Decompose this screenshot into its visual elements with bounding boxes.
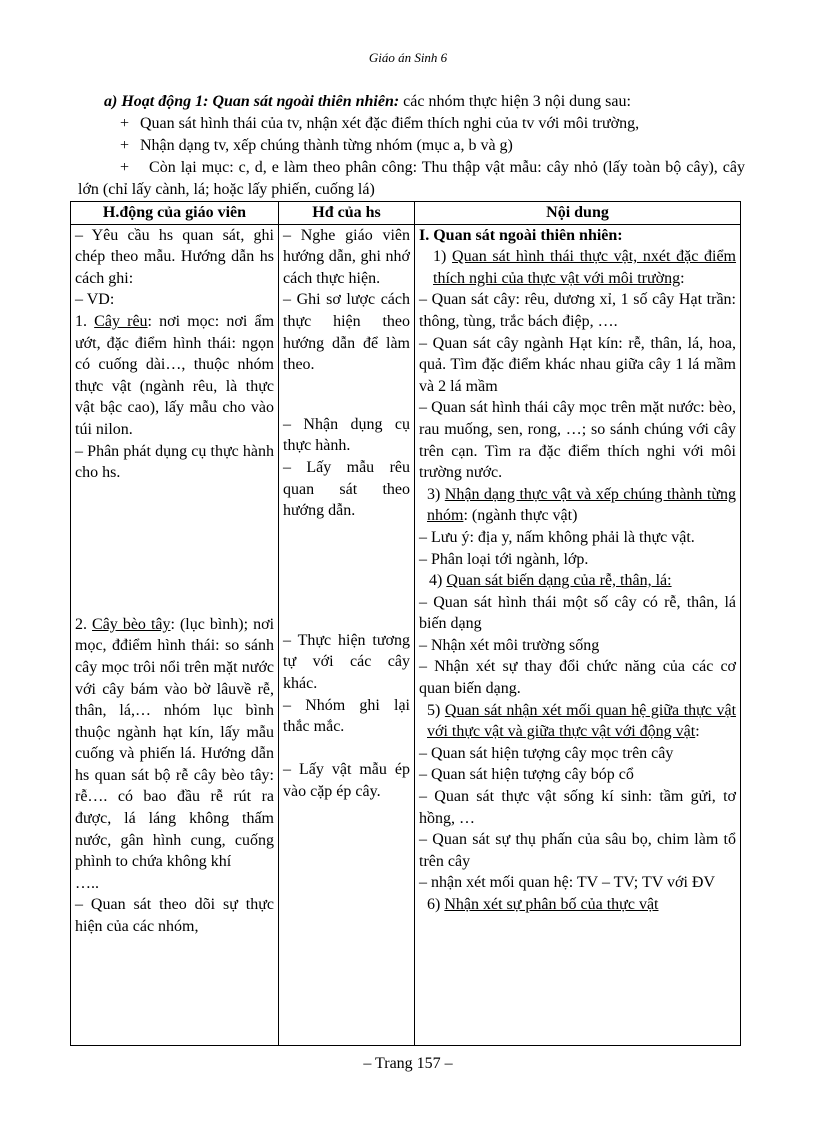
student-text: – Nhận dụng cụ thực hành.	[283, 415, 410, 455]
content-text: – Quan sát hình thái cây mọc trên mặt nước: bèo, rau muống, sen, rong, …; so sánh chúng với cây trên cạn. Tìm ra đặc điểm thích nghi với môi trường nước.	[419, 399, 736, 482]
teacher-text: – Phân phát dụng cụ thực hành cho hs.	[75, 442, 274, 482]
teacher-text: 2. Cây bèo tây: (lục bình); nơi mọc, đđiểm hình thái: so sánh cây mọc trôi nổi trên mặt nước với cây bám vào bờ lâuvề rễ, thân, lá,… nhóm lục bình thuộc ngành hạt kín, lấy mẫu cuống và phiến lá. Hướng dẫn hs quan sát bộ rễ cây bèo tây: rễ…. có bao đầu rễ rút ra được, lá láng không thấm nước, gân hình cung, cuống phình to chứa không khí	[75, 615, 275, 871]
content-text: – Quan sát cây ngành Hạt kín: rễ, thân, lá, hoa, quả. Tìm đặc điểm khác nhau giữa cây 1 lá mầm và 2 lá mầm	[419, 334, 736, 395]
content-text: – Lưu ý: địa y, nấm không phải là thực vật.	[419, 528, 695, 546]
content-text: 6) Nhận xét sự phân bố của thực vật	[427, 896, 659, 913]
student-text: – Nghe giáo viên hướng dẫn, ghi nhớ cách thực hiện.	[283, 226, 410, 287]
content-title: I. Quan sát ngoài thiên nhiên:	[419, 226, 623, 244]
content-cell	[415, 224, 741, 1045]
intro-bullet-text: Quan sát hình thái của tv, nhận xét đặc điểm thích nghi của tv với môi trường,	[140, 115, 640, 132]
content-text: 1) Quan sát hình thái thực vật, nxét đặc điểm thích nghi của thực vật với môi trường:	[433, 248, 737, 287]
intro-bullet-text: Còn lại mục: c, d, e làm theo phân công: Thu thập vật mẫu: cây nhỏ (lấy toàn bộ cây), cây lớn (chỉ lấy cành, lá; hoặc lấy phiến, cuống lá)	[78, 159, 745, 198]
intro-bullet-text: Nhận dạng tv, xếp chúng thành từng nhóm (mục a, b và g)	[140, 137, 513, 154]
activity-label: a) Hoạt động 1: Quan sát ngoài thiên nhiên:	[104, 93, 400, 110]
lesson-table	[70, 201, 741, 1046]
header-teacher: H.động của giáo viên	[71, 202, 279, 225]
content-text: – nhận xét mối quan hệ: TV – TV; TV với ĐV	[419, 874, 715, 892]
teacher-cell	[71, 224, 279, 1045]
teacher-text: – Yêu cầu hs quan sát, ghi chép theo mẫu. Hướng dẫn hs cách ghi:	[75, 226, 274, 287]
page-header: Giáo án Sinh 6	[368, 50, 448, 65]
intro-bullet: + Nhận dạng tv, xếp chúng thành từng nhóm (mục a, b và g)	[78, 135, 745, 157]
content-text: – Quan sát hiện tượng cây mọc trên cây	[419, 744, 674, 762]
page-footer: – Trang 157 –	[363, 1055, 453, 1072]
content-text: – Phân loại tới ngành, lớp.	[419, 550, 589, 568]
intro-bullet: + Còn lại mục: c, d, e làm theo phân công: Thu thập vật mẫu: cây nhỏ (lấy toàn bộ cây), cây lớn (chỉ lấy cành, lá; hoặc lấy phiến, cuống lá)	[78, 159, 745, 198]
activity-line	[78, 91, 745, 113]
content-text: – Quan sát hình thái một số cây có rễ, thân, lá biến dạng	[419, 593, 736, 633]
content-text: – Quan sát thực vật sống kí sinh: tầm gửi, tơ hồng, …	[419, 788, 736, 827]
header-content: Nội dung	[415, 202, 741, 225]
content-text: 5) Quan sát nhận xét mối quan hệ giữa thực vật với thực vật và giữa thực vật với động vật:	[427, 701, 737, 741]
content-text: – Quan sát sự thụ phấn của sâu bọ, chim làm tổ trên cây	[419, 831, 736, 870]
student-text: – Lấy mẫu rêu quan sát theo hướng dẫn.	[283, 458, 410, 520]
student-text: – Thực hiện tương tự với các cây khác.	[283, 631, 410, 692]
student-text: – Nhóm ghi lại thắc mắc.	[283, 696, 410, 736]
student-text: – Ghi sơ lược cách thực hiện theo hướng dẫn để làm theo.	[283, 291, 410, 374]
student-text: – Lấy vật mẫu ép vào cặp ép cây.	[283, 761, 410, 800]
teacher-text: 1. Cây rêu: nơi mọc: nơi ẩm ướt, đặc điểm hình thái: ngọn có cuống dài…, thuộc nhóm thực vật (ngành rêu, là thực vật bậc cao), lấy mẫu cho vào túi nilon.	[75, 312, 275, 438]
content-text: – Quan sát cây: rêu, dương xỉ, 1 số cây Hạt trần: thông, tùng, trắc bách điệp, ….	[419, 291, 736, 330]
teacher-text: – VD:	[75, 291, 115, 309]
table-row	[71, 224, 741, 1045]
header-student: Hđ của hs	[279, 202, 415, 225]
teacher-text: …..	[75, 874, 99, 892]
student-cell	[279, 224, 415, 1045]
intro-section	[78, 91, 745, 201]
content-text: 3) Nhận dạng thực vật và xếp chúng thành từng nhóm: (ngành thực vật)	[427, 485, 736, 525]
content-text: – Nhận xét môi trường sống	[419, 636, 600, 654]
intro-bullet: + Quan sát hình thái của tv, nhận xét đặc điểm thích nghi của tv với môi trường,	[78, 113, 745, 135]
teacher-text: – Quan sát theo dõi sự thực hiện của các nhóm,	[75, 896, 274, 936]
content-text: 4) Quan sát biến dạng của rễ, thân, lá:	[429, 572, 672, 590]
content-text: – Quan sát hiện tượng cây bóp cổ	[419, 766, 634, 784]
activity-text: các nhóm thực hiện 3 nội dung sau:	[399, 93, 631, 110]
content-text: – Nhận xét sự thay đổi chức năng của các cơ quan biến dạng.	[419, 658, 736, 698]
table-header-row	[71, 202, 741, 225]
